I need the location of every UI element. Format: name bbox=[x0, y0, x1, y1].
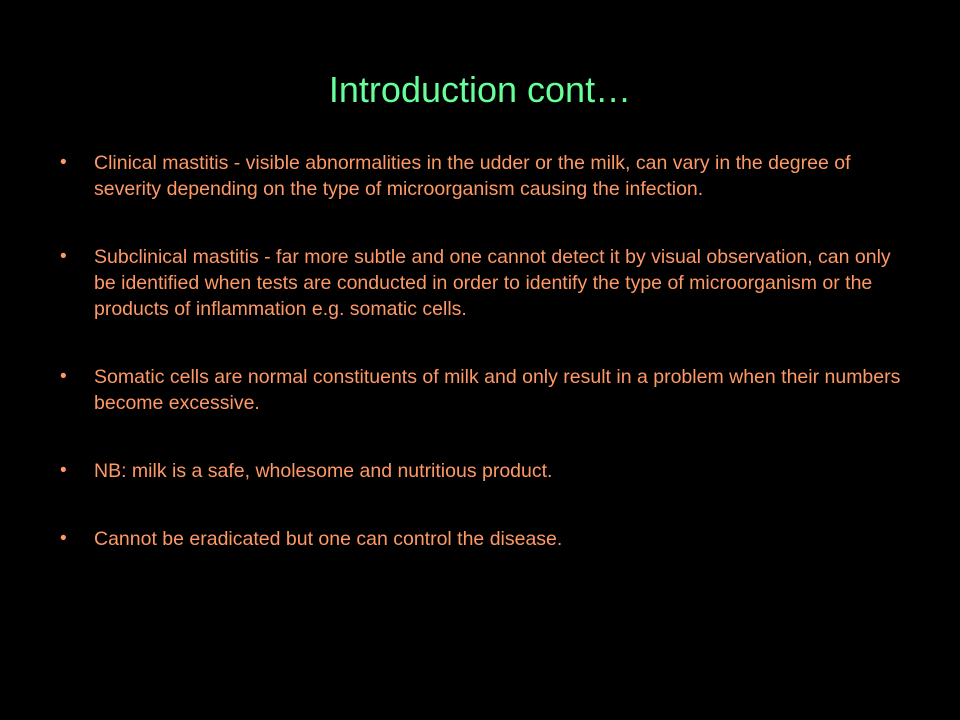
bullet-icon: • bbox=[60, 528, 67, 549]
bullet-list bbox=[58, 150, 910, 594]
bullet-icon: • bbox=[60, 152, 67, 173]
bullet-text: Subclinical mastitis - far more subtle and one cannot detect it by visual observation, can only be identified when tests are conducted in order to identify the type of microorganism or the products of inflammation e.g. somatic cells. bbox=[94, 246, 891, 320]
bullet-text: NB: milk is a safe, wholesome and nutritious product. bbox=[94, 460, 553, 482]
bullet-text: Somatic cells are normal constituents of milk and only result in a problem when their numbers become excessive. bbox=[94, 366, 901, 414]
slide-title: Introduction cont… bbox=[328, 69, 632, 110]
bullet-item bbox=[58, 458, 910, 484]
bullet-icon: • bbox=[60, 246, 67, 267]
bullet-icon: • bbox=[60, 460, 67, 481]
bullet-item bbox=[58, 150, 910, 202]
bullet-icon: • bbox=[60, 366, 67, 387]
bullet-text: Cannot be eradicated but one can control the disease. bbox=[94, 528, 563, 550]
bullet-text: Clinical mastitis - visible abnormalities in the udder or the milk, can vary in the degree of severity depending on the type of microorganism causing the infection. bbox=[94, 152, 851, 200]
bullet-item bbox=[58, 526, 910, 552]
bullet-item bbox=[58, 244, 910, 322]
bullet-item bbox=[58, 364, 910, 416]
